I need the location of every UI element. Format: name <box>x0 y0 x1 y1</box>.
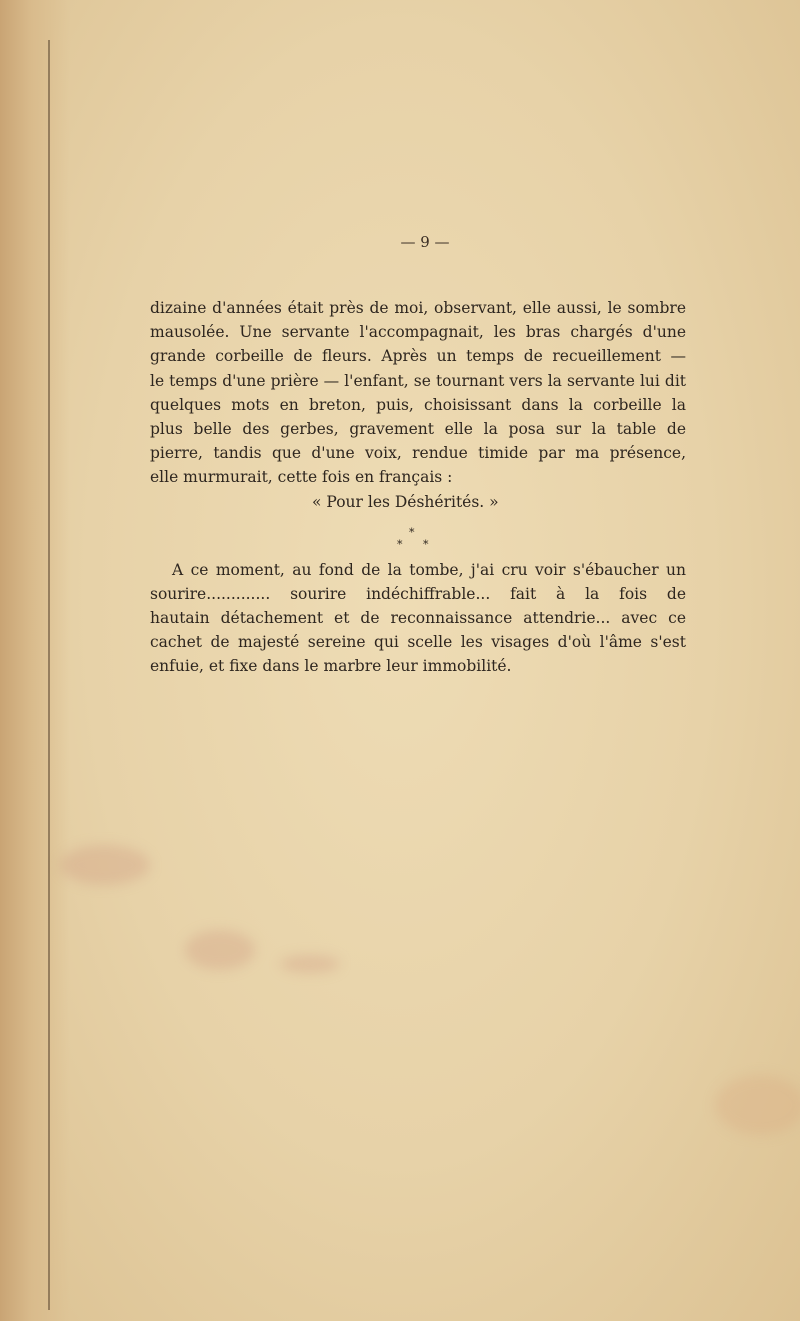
paper-stain <box>715 1075 800 1135</box>
paper-stain <box>280 955 340 973</box>
text-line: sourire............. sourire indéchiffrable... fait à la fois de <box>150 584 686 603</box>
text-line: quelques mots en breton, puis, choisissant dans la corbeille la <box>150 395 686 414</box>
text-line: A ce moment, au fond de la tombe, j'ai cru voir s'ébaucher un <box>172 560 686 579</box>
asterism-separator <box>150 514 686 558</box>
text-line: pierre, tandis que d'une voix, rendue timide par ma présence, <box>150 444 686 463</box>
body-text <box>150 296 686 679</box>
paragraph-1 <box>150 296 686 514</box>
quotation: « Pour les Déshérités. » <box>312 492 499 511</box>
asterisk: * <box>397 537 403 551</box>
text-line: cachet de majesté sereine qui scelle les visages d'où l'âme s'est <box>150 633 686 652</box>
asterisk: * <box>409 525 415 539</box>
text-line: hautain détachement et de reconnaissance attendrie... avec ce <box>150 609 686 628</box>
paper-stain <box>60 845 150 885</box>
page-left-edge <box>0 0 70 1321</box>
binding-edge-line <box>48 40 50 1310</box>
text-line: enfuie, et fixe dans le marbre leur immobilité. <box>150 657 512 676</box>
page-number: — 9 — <box>400 233 450 251</box>
text-line: elle murmurait, cette fois en français : <box>150 468 453 487</box>
text-line: grande corbeille de fleurs. Après un temps de recueillement — <box>150 347 686 366</box>
paragraph-2 <box>150 558 686 679</box>
paper-stain <box>185 930 255 970</box>
text-line: dizaine d'années était près de moi, observant, elle aussi, le sombre <box>150 299 686 317</box>
text-line: le temps d'une prière — l'enfant, se tournant vers la servante lui dit <box>150 371 686 390</box>
text-line: plus belle des gerbes, gravement elle la posa sur la table de <box>150 419 686 438</box>
text-line: mausolée. Une servante l'accompagnait, les bras chargés d'une <box>150 323 686 342</box>
asterisk: * <box>423 537 429 551</box>
